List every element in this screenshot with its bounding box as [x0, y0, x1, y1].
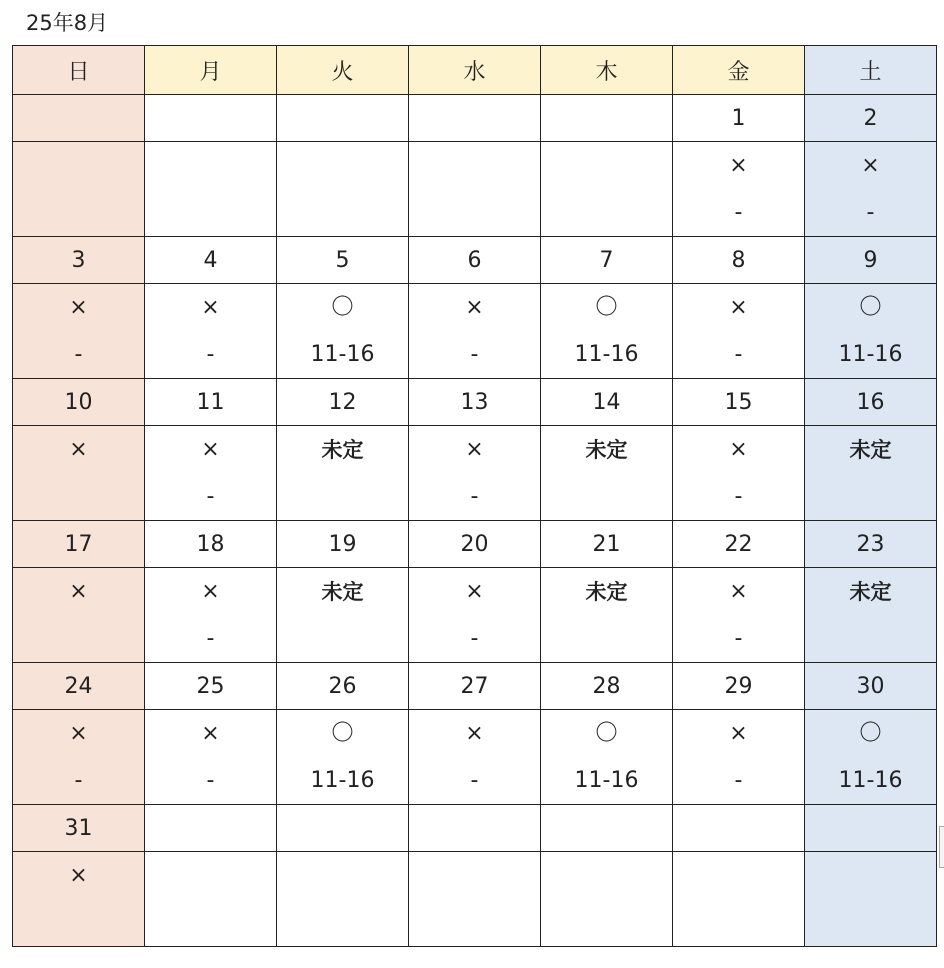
date-row: [13, 379, 937, 426]
day-availability-cell: [13, 284, 145, 379]
availability-mark: [541, 142, 672, 190]
time-range: [541, 190, 672, 236]
time-range: [13, 190, 144, 236]
day-number: 19: [277, 521, 409, 568]
day-number: 10: [13, 379, 145, 426]
day-availability-cell: [13, 142, 145, 237]
day-availability-cell: [673, 568, 805, 663]
day-number: [145, 805, 277, 852]
availability-mark: ×: [861, 153, 880, 178]
day-availability-cell: [673, 852, 805, 947]
availability-mark: ×: [729, 721, 748, 746]
availability-row: [13, 568, 937, 663]
day-number: [409, 805, 541, 852]
time-range: [145, 900, 276, 946]
day-availability-cell: [277, 710, 409, 805]
time-range: -: [470, 484, 479, 509]
availability-mark: [13, 142, 144, 190]
day-availability-cell: [277, 284, 409, 379]
day-availability-cell: [13, 568, 145, 663]
time-range: [541, 900, 672, 946]
day-availability-cell: [277, 568, 409, 663]
day-number: [145, 95, 277, 142]
availability-mark: ×: [69, 295, 88, 320]
availability-mark: 〇: [859, 295, 882, 320]
time-range: [409, 190, 540, 236]
day-number: 9: [805, 237, 937, 284]
day-number: 18: [145, 521, 277, 568]
day-number: 22: [673, 521, 805, 568]
availability-mark: [805, 852, 936, 900]
day-availability-cell: [673, 426, 805, 521]
day-availability-cell: [277, 142, 409, 237]
scrollbar-stub[interactable]: [939, 826, 944, 868]
time-range: [277, 900, 408, 946]
day-number: [409, 95, 541, 142]
day-availability-cell: [541, 710, 673, 805]
day-availability-cell: [541, 852, 673, 947]
availability-mark: [409, 852, 540, 900]
day-availability-cell: [145, 284, 277, 379]
day-number: [541, 805, 673, 852]
time-range: [805, 616, 936, 662]
day-number: 23: [805, 521, 937, 568]
availability-mark: [541, 852, 672, 900]
availability-mark: [277, 142, 408, 190]
availability-mark: ×: [69, 721, 88, 746]
day-availability-cell: [673, 142, 805, 237]
time-range: [805, 900, 936, 946]
time-range: [541, 474, 672, 520]
calendar-title: 25年8月: [26, 11, 109, 35]
day-availability-cell: [805, 142, 937, 237]
weekday-sun: 日: [13, 46, 145, 95]
availability-mark: 未定: [849, 580, 892, 604]
day-number: 12: [277, 379, 409, 426]
weekday-wed: 水: [409, 46, 541, 95]
day-availability-cell: [805, 426, 937, 521]
availability-mark: ×: [201, 437, 220, 462]
time-range: -: [734, 342, 743, 367]
day-number: 29: [673, 663, 805, 710]
day-number: 28: [541, 663, 673, 710]
availability-mark: ×: [729, 437, 748, 462]
availability-mark: ×: [729, 153, 748, 178]
availability-mark: ×: [201, 295, 220, 320]
date-row: [13, 237, 937, 284]
day-availability-cell: [145, 142, 277, 237]
day-availability-cell: [409, 426, 541, 521]
weekday-sat: 土: [805, 46, 937, 95]
day-number: [13, 95, 145, 142]
availability-mark: 〇: [595, 721, 618, 746]
availability-mark: [277, 852, 408, 900]
time-range: [13, 616, 144, 662]
time-range: [409, 900, 540, 946]
day-availability-cell: [409, 142, 541, 237]
day-availability-cell: [541, 568, 673, 663]
time-range: [13, 900, 144, 946]
day-number: [673, 805, 805, 852]
time-range: -: [734, 768, 743, 793]
availability-mark: [145, 142, 276, 190]
availability-mark: 未定: [585, 438, 628, 462]
day-availability-cell: [409, 852, 541, 947]
time-range: -: [866, 200, 875, 225]
availability-mark: 〇: [859, 721, 882, 746]
day-availability-cell: [145, 852, 277, 947]
availability-mark: 未定: [321, 438, 364, 462]
day-number: 24: [13, 663, 145, 710]
day-number: 3: [13, 237, 145, 284]
availability-mark: ×: [201, 579, 220, 604]
day-availability-cell: [13, 852, 145, 947]
date-row: [13, 95, 937, 142]
availability-mark: ×: [69, 437, 88, 462]
availability-row: [13, 284, 937, 379]
time-range: 11-16: [574, 342, 639, 367]
day-number: 20: [409, 521, 541, 568]
availability-mark: 〇: [331, 295, 354, 320]
time-range: -: [734, 200, 743, 225]
availability-mark: ×: [465, 295, 484, 320]
availability-mark: ×: [465, 437, 484, 462]
weekday-fri: 金: [673, 46, 805, 95]
day-availability-cell: [409, 284, 541, 379]
time-range: -: [74, 768, 83, 793]
day-number: 25: [145, 663, 277, 710]
weekday-thu: 木: [541, 46, 673, 95]
day-availability-cell: [541, 284, 673, 379]
availability-row: [13, 142, 937, 237]
time-range: [673, 900, 804, 946]
availability-mark: ×: [465, 721, 484, 746]
availability-mark: ×: [465, 579, 484, 604]
day-availability-cell: [673, 710, 805, 805]
day-availability-cell: [145, 710, 277, 805]
day-availability-cell: [409, 568, 541, 663]
availability-mark: 未定: [321, 580, 364, 604]
availability-mark: [673, 852, 804, 900]
time-range: [277, 474, 408, 520]
day-availability-cell: [277, 426, 409, 521]
day-number: [805, 805, 937, 852]
day-availability-cell: [673, 284, 805, 379]
day-number: 15: [673, 379, 805, 426]
availability-mark: ×: [69, 579, 88, 604]
day-number: 2: [805, 95, 937, 142]
day-number: 5: [277, 237, 409, 284]
availability-row: [13, 426, 937, 521]
time-range: [145, 190, 276, 236]
time-range: [277, 190, 408, 236]
time-range: -: [74, 342, 83, 367]
day-availability-cell: [805, 852, 937, 947]
day-availability-cell: [805, 284, 937, 379]
time-range: -: [734, 484, 743, 509]
availability-mark: ×: [69, 863, 88, 888]
time-range: -: [470, 342, 479, 367]
day-availability-cell: [145, 426, 277, 521]
time-range: -: [206, 484, 215, 509]
time-range: 11-16: [838, 342, 903, 367]
time-range: 11-16: [574, 768, 639, 793]
availability-row: [13, 710, 937, 805]
availability-mark: 〇: [331, 721, 354, 746]
time-range: -: [206, 626, 215, 651]
day-availability-cell: [541, 142, 673, 237]
day-number: [277, 95, 409, 142]
day-number: 11: [145, 379, 277, 426]
availability-mark: [145, 852, 276, 900]
time-range: -: [734, 626, 743, 651]
availability-mark: ×: [729, 579, 748, 604]
calendar-grid: [12, 45, 937, 947]
day-availability-cell: [145, 568, 277, 663]
availability-mark: 未定: [585, 580, 628, 604]
day-availability-cell: [13, 710, 145, 805]
day-availability-cell: [805, 710, 937, 805]
weekday-tue: 火: [277, 46, 409, 95]
availability-mark: 〇: [595, 295, 618, 320]
availability-mark: [409, 142, 540, 190]
day-number: 21: [541, 521, 673, 568]
date-row: [13, 805, 937, 852]
availability-row: [13, 852, 937, 947]
time-range: [13, 474, 144, 520]
day-number: 27: [409, 663, 541, 710]
day-number: 1: [673, 95, 805, 142]
time-range: -: [206, 342, 215, 367]
day-number: 31: [13, 805, 145, 852]
day-number: 17: [13, 521, 145, 568]
day-number: 8: [673, 237, 805, 284]
day-number: 30: [805, 663, 937, 710]
time-range: -: [470, 768, 479, 793]
time-range: -: [206, 768, 215, 793]
availability-mark: ×: [201, 721, 220, 746]
day-number: 6: [409, 237, 541, 284]
day-number: 7: [541, 237, 673, 284]
day-availability-cell: [541, 426, 673, 521]
time-range: [541, 616, 672, 662]
day-availability-cell: [277, 852, 409, 947]
date-row: [13, 663, 937, 710]
day-number: 16: [805, 379, 937, 426]
time-range: [805, 474, 936, 520]
time-range: -: [470, 626, 479, 651]
day-number: 4: [145, 237, 277, 284]
time-range: 11-16: [310, 768, 375, 793]
weekday-mon: 月: [145, 46, 277, 95]
time-range: [277, 616, 408, 662]
time-range: 11-16: [838, 768, 903, 793]
day-availability-cell: [13, 426, 145, 521]
weekday-header-row: [13, 46, 937, 95]
day-number: [541, 95, 673, 142]
day-number: 26: [277, 663, 409, 710]
day-availability-cell: [409, 710, 541, 805]
date-row: [13, 521, 937, 568]
time-range: 11-16: [310, 342, 375, 367]
day-availability-cell: [805, 568, 937, 663]
day-number: 14: [541, 379, 673, 426]
day-number: 13: [409, 379, 541, 426]
availability-mark: ×: [729, 295, 748, 320]
day-number: [277, 805, 409, 852]
availability-mark: 未定: [849, 438, 892, 462]
